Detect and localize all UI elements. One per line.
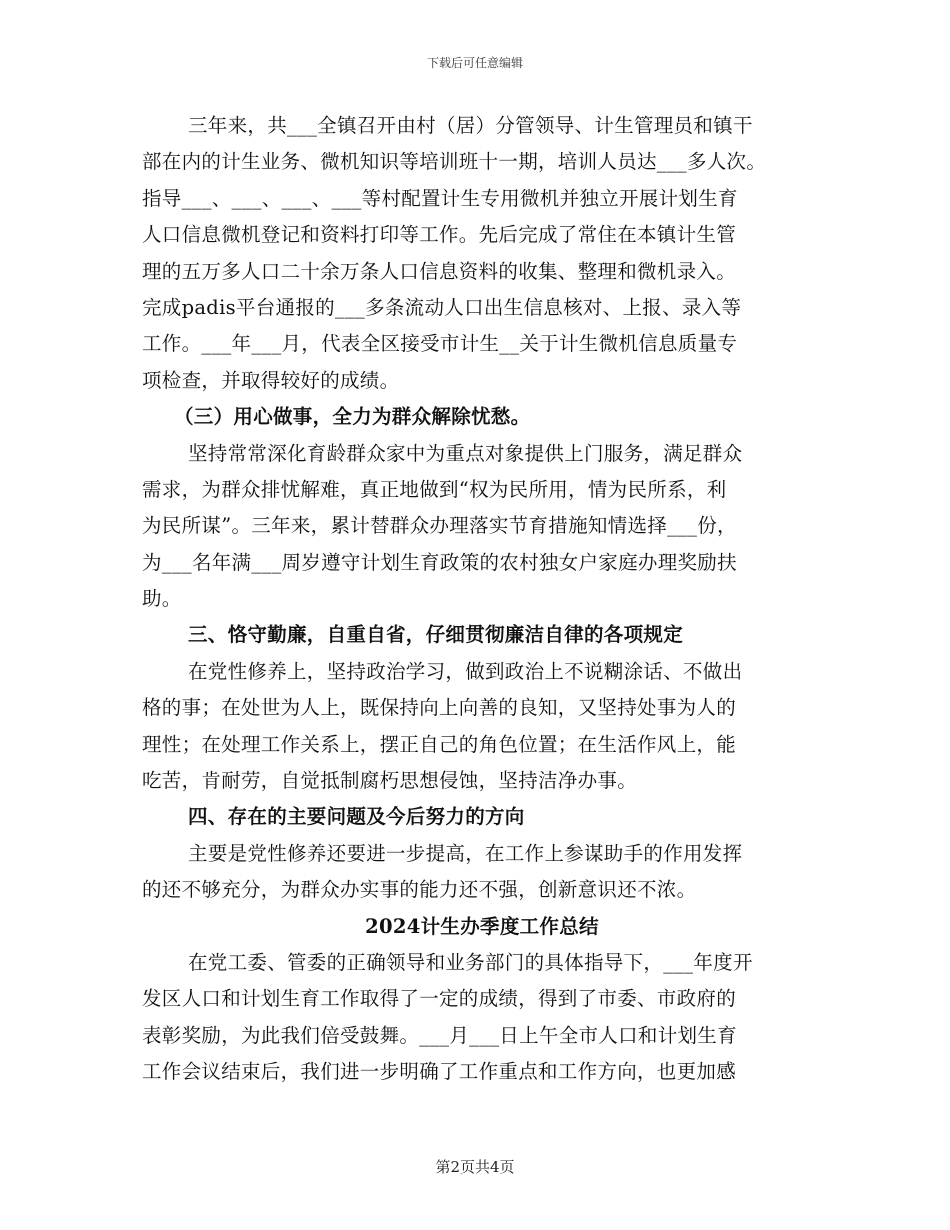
text-line: 项检查，并取得较好的成绩。 [142,368,400,392]
text-line: 需求，为群众排忧解难，真正地做到“权为民所用，情为民所系，利 [142,477,727,501]
text-line: 表彰奖励，为此我们倍受鼓舞。___月___日上午全市人口和计划生育 [142,1023,737,1047]
section-heading: 四、存在的主要问题及今后努力的方向 [188,805,525,829]
text-line: 三年来，共___全镇召开由村（居）分管领导、计生管理员和镇干 [188,114,753,137]
text-line: 在党工委、管委的正确领导和业务部门的具体指导下，___年度开 [188,950,753,974]
text-line: 人口信息微机登记和资料打印等工作。先后完成了常住在本镇计生管 [142,223,737,247]
section-heading: （三）用心做事，全力为群众解除忧愁。 [174,405,531,429]
text-line: 坚持常常深化育龄群众家中为重点对象提供上门服务，满足群众 [188,441,743,465]
text-line: 工作会议结束后，我们进一步明确了工作重点和工作方向，也更加感 [142,1060,737,1084]
page-footer: 第2页共4页 [435,1158,515,1176]
text-line: 助。 [142,587,182,611]
text-line: 完成padis平台通报的___多条流动人口出生信息核对、上报、录入等 [142,295,742,319]
text-line: 为___名年满___周岁遵守计划生育政策的农村独女户家庭办理奖励扶 [142,550,737,574]
text-line: 为民所谋”。三年来，累计替群众办理落实节育措施知情选择___份， [142,514,737,538]
page-header: 下载后可任意编辑 [426,56,523,70]
text-line: 吃苦，肯耐劳，自觉抵制腐朽思想侵蚀，坚持洁净办事。 [142,769,638,793]
section-heading: 三、恪守勤廉，自重自省，仔细贯彻廉洁自律的各项规定 [188,623,684,647]
text-line: 主要是党性修养还要进一步提高，在工作上参谋助手的作用发挥 [188,841,743,865]
text-line: 格的事；在处世为人上，既保持向上向善的良知，又坚持处事为人的 [142,696,737,720]
text-line: 的还不够充分，为群众办实事的能力还不强，创新意识还不浓。 [142,878,697,902]
text-line: 工作。___年___月，代表全区接受市计生__关于计生微机信息质量专 [142,332,738,356]
section-heading: 2024计生办季度工作总结 [365,914,599,938]
text-line: 理的五万多人口二十余万条人口信息资料的收集、整理和微机录入。 [142,259,737,283]
text-line: 指导___、___、___、___等村配置计生专用微机并独立开展计划生育 [142,186,738,210]
text-line: 部在内的计生业务、微机知识等培训班十一期，培训人员达___多人次。 [142,150,767,174]
document-body [142,108,822,1091]
text-line: 理性；在处理工作关系上，摆正自己的角色位置；在生活作风上，能 [142,732,737,756]
text-line: 发区人口和计划生育工作取得了一定的成绩，得到了市委、市政府的 [142,987,737,1011]
text-line: 在党性修养上，坚持政治学习，做到政治上不说糊涂话、不做出 [188,659,743,683]
